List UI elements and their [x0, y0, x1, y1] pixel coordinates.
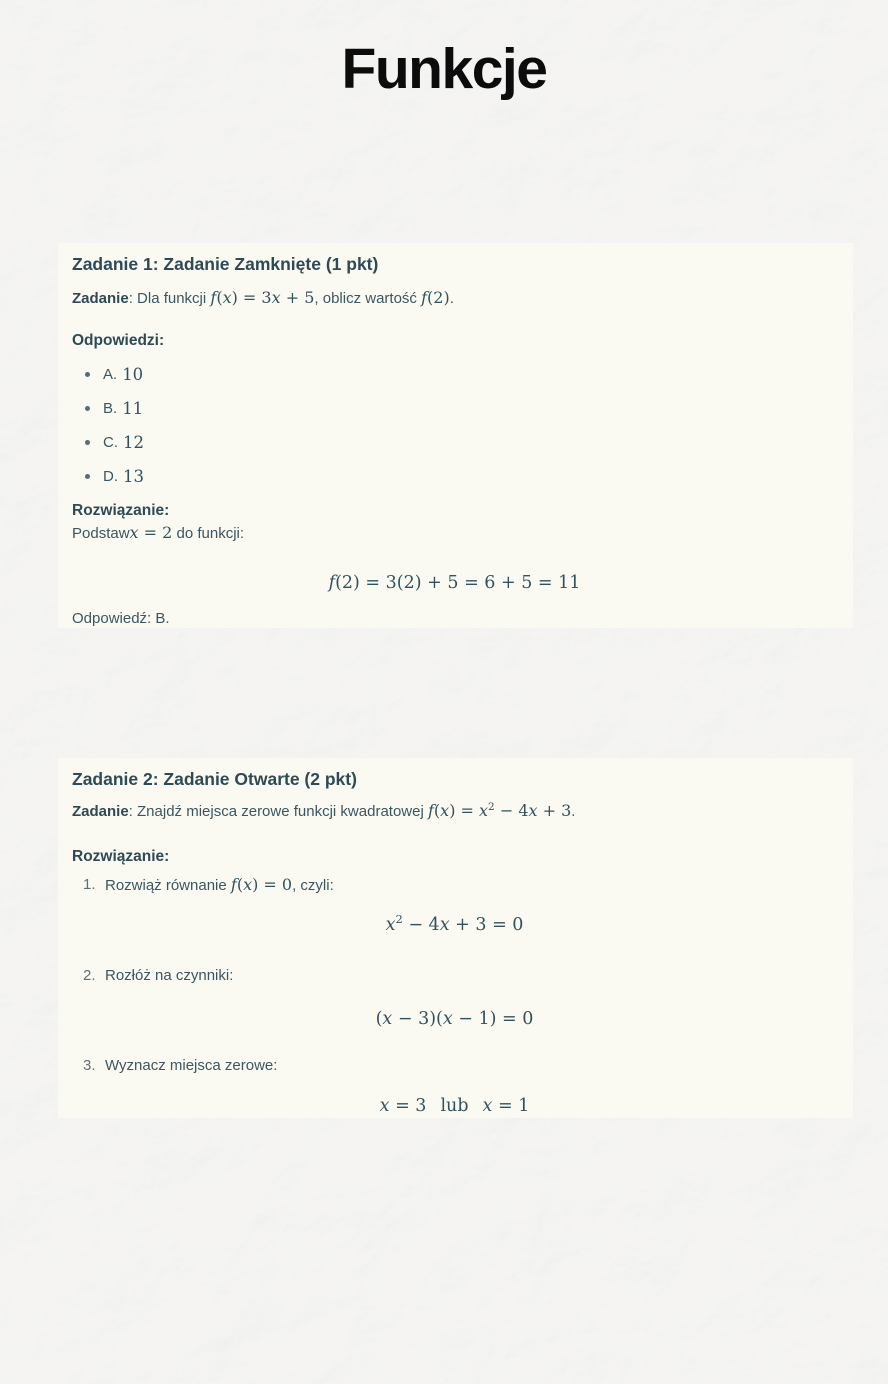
equation-run: x [379, 1096, 390, 1116]
inline-math-run: (2) [427, 288, 450, 307]
solution-label: Rozwiązanie: [72, 502, 170, 519]
option-value: 10 [122, 364, 144, 384]
bullet-icon [85, 372, 90, 377]
inline-math-run: f [421, 288, 428, 307]
task-label: Zadanie [72, 290, 129, 307]
inline-math-run: ( [216, 288, 223, 307]
equation-run: x [439, 915, 450, 935]
equation-run: ( [375, 1009, 383, 1029]
inline-math-run: x [271, 288, 281, 307]
step-text: Rozłóż na czynniki: [105, 967, 234, 984]
equation-run: = 1 [492, 1096, 530, 1116]
exponent: 2 [488, 801, 495, 813]
solution-label: Rozwiązanie: [72, 848, 170, 865]
option-letter: B. [103, 399, 118, 417]
task-label: Zadanie [72, 803, 129, 820]
card1-task-text [72, 287, 837, 310]
option-value: 12 [123, 432, 144, 452]
inline-math-run: x [479, 801, 489, 820]
solution-intro [72, 522, 837, 545]
equation-run: f [328, 573, 336, 593]
step-text-run: , czyli: [292, 877, 334, 894]
task-card-1 [58, 243, 853, 628]
inline-math-run: ) = 3 [231, 288, 272, 307]
option-row-b [72, 398, 837, 418]
option-letter: C. [103, 433, 118, 451]
equation-run: x [382, 1009, 393, 1029]
solution-text-run: do funkcji: [172, 525, 245, 542]
step-text-run: Rozwiąż równanie [105, 877, 231, 894]
inline-math-run: − 4 [494, 801, 529, 820]
equation-run: x [442, 1009, 453, 1029]
inline-math-run: x [440, 801, 450, 820]
solution-text-run: Podstaw [72, 525, 130, 542]
step-text: Wyznacz miejsca zerowe: [105, 1057, 278, 1074]
inline-math-run: ( [433, 801, 441, 820]
card1-heading: Zadanie 1: Zadanie Zamknięte (1 pkt) [72, 254, 379, 274]
option-row-c [72, 432, 837, 452]
step-row [72, 965, 837, 986]
answers-label: Odpowiedzi: [72, 332, 165, 349]
option-letter: A. [103, 365, 118, 383]
inline-math-run: = 2 [138, 523, 173, 542]
step-2 [72, 965, 837, 1033]
equation-run: − 4 [402, 915, 440, 935]
equation-run: (2) = 3(2) + 5 = 6 + 5 = 11 [335, 573, 581, 593]
inline-math-run: f [427, 801, 434, 820]
inline-math-run: x [222, 288, 232, 307]
bullet-icon [85, 406, 90, 411]
inline-math-run: x [528, 801, 538, 820]
equation-run: x [385, 915, 396, 935]
step-number: 2. [83, 967, 96, 984]
step-row [72, 874, 837, 896]
task-card-2 [58, 758, 853, 1118]
task-text-run: : Znajdź miejsca zerowe funkcji kwadratowej [128, 803, 428, 820]
step-3 [72, 1055, 837, 1118]
card2-heading: Zadanie 2: Zadanie Otwarte (2 pkt) [72, 769, 357, 789]
task-text-run: , oblicz wartość [314, 290, 422, 307]
step-1 [72, 874, 837, 939]
step3-display-equation [72, 1093, 837, 1118]
inline-math-run: f [230, 875, 237, 894]
option-letter: D. [103, 467, 118, 485]
equation-run: = 3 [389, 1096, 427, 1116]
option-value: 11 [122, 398, 144, 418]
option-row-a [72, 364, 837, 384]
option-row-d [72, 466, 837, 486]
card1-answer: Odpowiedź: B. [72, 610, 170, 627]
step-text [105, 874, 334, 896]
solution-block [72, 500, 837, 545]
inline-math-run: ) = [449, 801, 480, 820]
option-value: 13 [123, 466, 144, 486]
step2-display-equation [72, 1006, 837, 1033]
step1-display-equation [72, 912, 837, 939]
bullet-icon [85, 440, 90, 445]
equation-run: − 3)( [392, 1009, 443, 1029]
task-text-run: . [571, 803, 576, 820]
inline-math-run: + 5 [280, 288, 315, 307]
bullet-icon [85, 474, 90, 479]
inline-math-run: ( [236, 875, 244, 894]
page-title: Funkcje [341, 37, 547, 101]
card2-task-text [72, 800, 837, 824]
equation-run: x [482, 1096, 493, 1116]
step-row [72, 1055, 837, 1076]
task-text-run: : Dla funkcji [128, 290, 211, 307]
inline-math-run: + 3 [537, 801, 572, 820]
options-list [72, 364, 837, 486]
inline-math-run: ) = 0 [252, 875, 293, 894]
exponent: 2 [395, 912, 403, 926]
steps-list [72, 874, 837, 1118]
inline-math-run: x [129, 523, 139, 542]
card1-display-equation [72, 570, 837, 597]
step-number: 3. [83, 1057, 96, 1074]
task-text-run: . [449, 290, 454, 307]
step-number: 1. [83, 876, 96, 893]
inline-math-run: f [210, 288, 217, 307]
equation-run: − 1) = 0 [452, 1009, 534, 1029]
equation-run: + 3 = 0 [449, 915, 524, 935]
equation-word: lub [440, 1096, 469, 1116]
inline-math-run: x [243, 875, 253, 894]
